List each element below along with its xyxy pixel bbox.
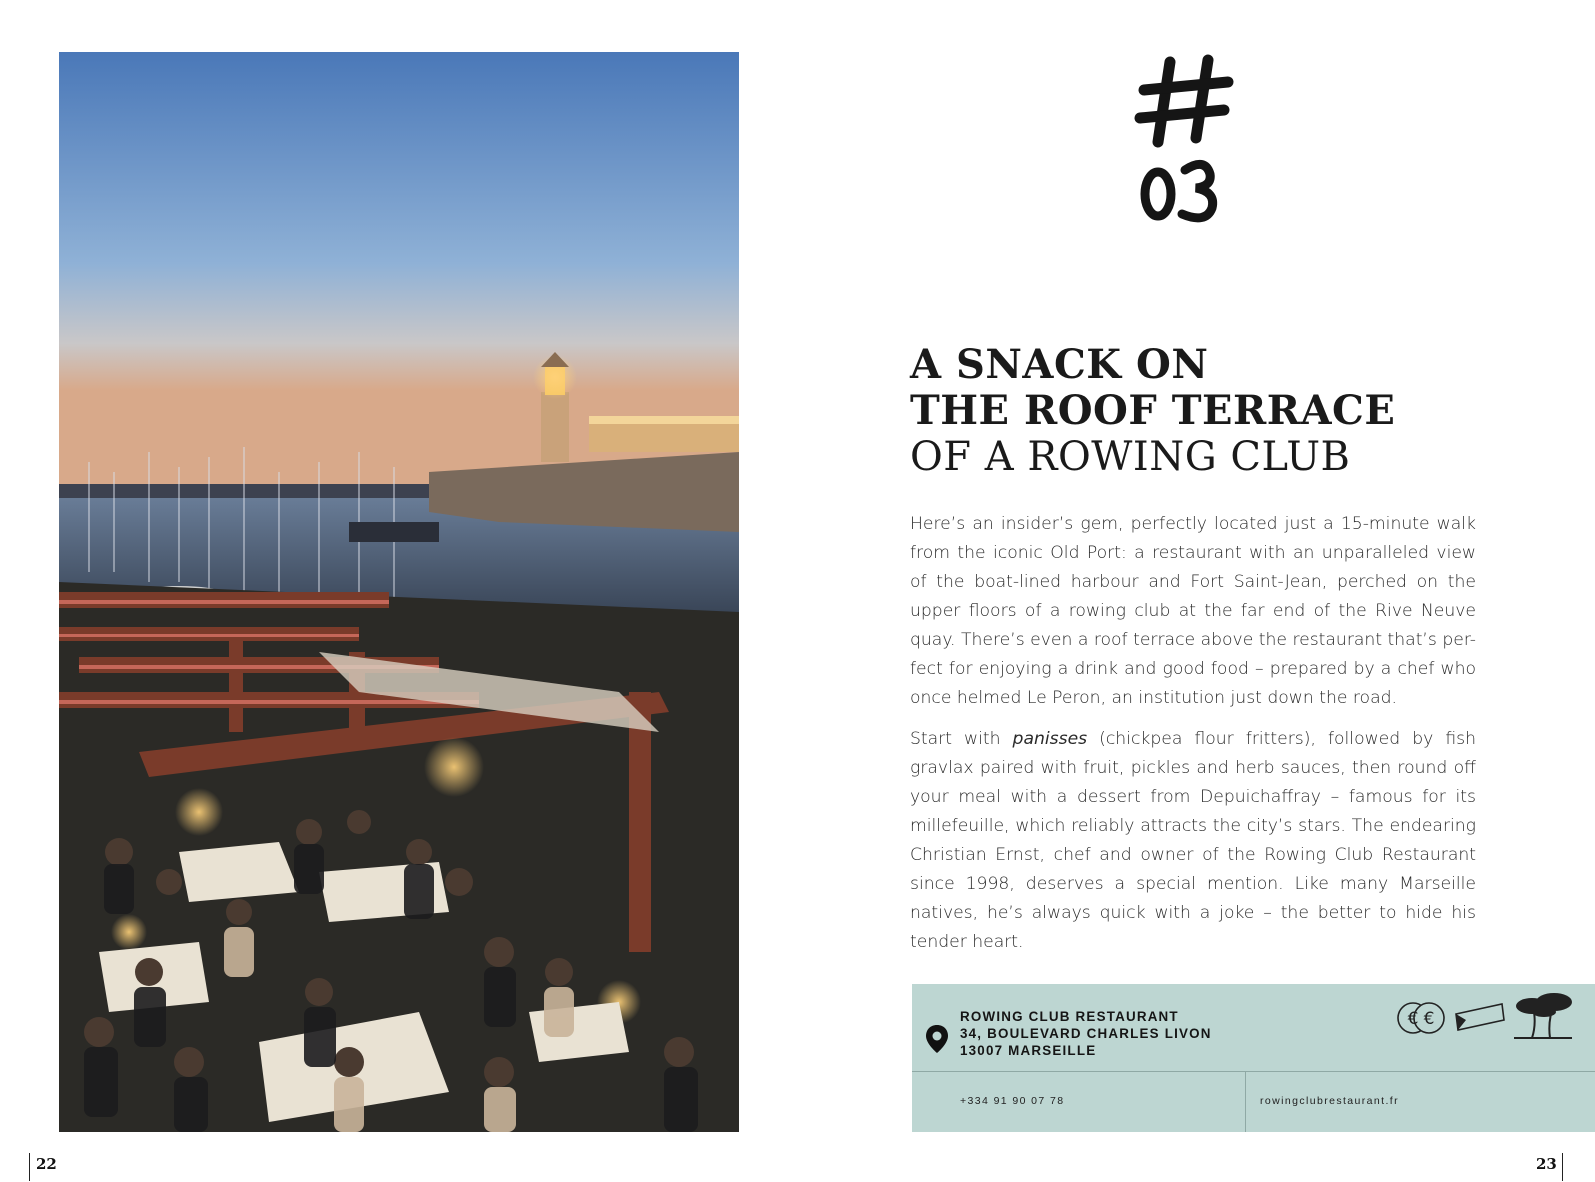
article-body — [910, 510, 1476, 969]
ticket-icon — [1452, 1000, 1508, 1036]
p2-start: Start with — [910, 729, 1013, 749]
pine-trees-icon — [1510, 992, 1576, 1044]
svg-text:€: € — [1407, 1009, 1419, 1029]
page-number-right: 23 — [1536, 1155, 1557, 1173]
entry-number-mark — [1130, 52, 1260, 232]
p2-rest: (chickpea flour fritters), followed by fish gravlax paired with fruit, pickles and herb sauces, then round off your meal with a dessert from Depuichaffray – famous for its millefeuille, which reliably attracts the city’s stars. The endearing Christian Ernst, chef and owner of the Rowing Club Restaurant since 1998, deserves a special mention. Like many Marseille natives, he’s always quick with a joke – the better to hide his tender heart. — [910, 729, 1476, 952]
page-rule-left — [29, 1153, 30, 1181]
page-number-left: 22 — [36, 1155, 57, 1173]
venue-website: rowingclubrestaurant.fr — [1260, 1095, 1399, 1107]
title-line-2: THE ROOF TERRACE — [910, 387, 1396, 434]
hash-03-brush-icon — [1130, 52, 1260, 232]
body-paragraph-2 — [910, 725, 1476, 957]
venue-info-box — [912, 984, 1595, 1132]
title-line-1: A SNACK ON — [910, 341, 1209, 388]
title-line-3: OF A ROWING CLUB — [910, 434, 1351, 480]
venue-address — [960, 1008, 1212, 1059]
info-divider — [1245, 1071, 1246, 1132]
venue-phone: +334 91 90 07 78 — [960, 1095, 1065, 1107]
article-title — [910, 342, 1510, 480]
venue-city: 13007 MARSEILLE — [960, 1043, 1097, 1058]
venue-name: ROWING CLUB RESTAURANT — [960, 1009, 1179, 1024]
location-pin-icon — [924, 1024, 950, 1054]
page-rule-right — [1562, 1153, 1563, 1181]
harbour-photo — [59, 52, 739, 1132]
info-address-row — [912, 984, 1595, 1072]
venue-street: 34, BOULEVARD CHARLES LIVON — [960, 1026, 1212, 1041]
body-paragraph-1: Here’s an insider’s gem, perfectly located just a 15-minute walk from the iconic Old Port: a restaurant with an unparalleled view of the boat-lined harbour and Fort Saint-Jean, perched on the upper floors of a rowing club at the far end of the Rive Neuve quay. There’s even a roof terrace above the restaurant that’s per-fect for enjoying a drink and good food – prepared by a chef who once helmed Le Peron, an institution just down the road. — [910, 514, 1476, 708]
price-euro-icon — [1396, 996, 1448, 1040]
venue-badges — [1396, 996, 1576, 1056]
svg-text:€: € — [1423, 1009, 1435, 1029]
p2-italic: panisses — [1012, 729, 1088, 749]
